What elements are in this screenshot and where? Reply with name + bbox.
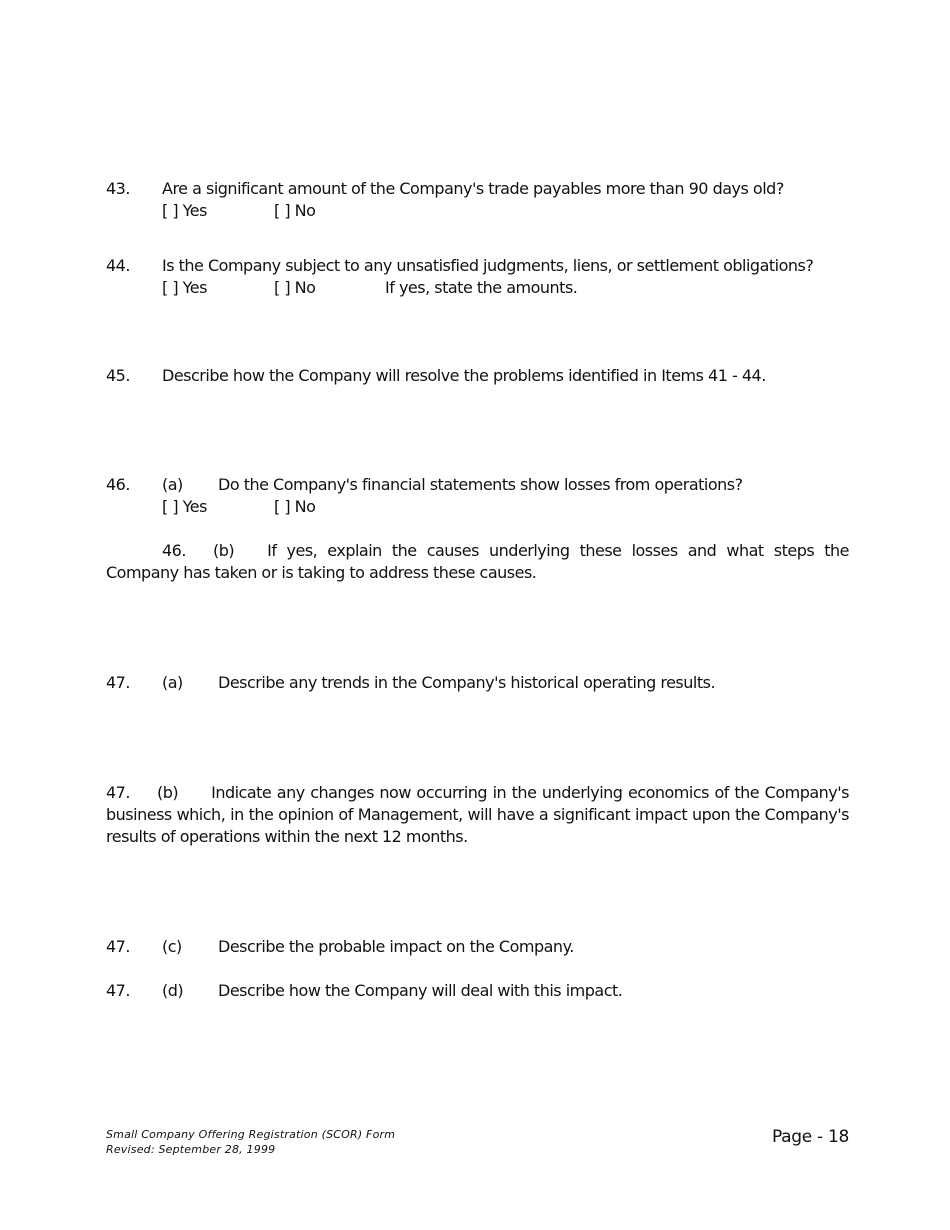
item-number: 45. [106, 366, 130, 385]
item-question: Describe how the Company will resolve the problems identified in Items 41 - 44. [162, 366, 766, 385]
yes-checkbox[interactable]: [ ] Yes [162, 497, 207, 516]
item-number: 46. [106, 475, 130, 494]
item-question: If yes, explain the causes underlying these losses and what steps the Company has taken or is taking to address these causes. [106, 541, 849, 582]
item-question: Are a significant amount of the Company's trade payables more than 90 days old? [162, 179, 784, 198]
item-number: 47. [106, 937, 130, 956]
yes-checkbox[interactable]: [ ] Yes [162, 201, 207, 220]
footer-form-title: Small Company Offering Registration (SCOR) Form [106, 1128, 396, 1141]
yes-checkbox[interactable]: [ ] Yes [162, 278, 207, 297]
page-number: Page - 18 [771, 1127, 849, 1147]
item-47b [106, 782, 849, 848]
item-question: Describe any trends in the Company's historical operating results. [218, 673, 716, 692]
footer-form-info [106, 1127, 395, 1157]
item-sub-label: (a) [162, 673, 183, 692]
item-sub-label: (b) [156, 783, 179, 802]
item-question: Indicate any changes now occurring in the underlying economics of the Company's business which, in the opinion of Management, will have a significant impact upon the Company's results of operations within the next 12 months. [106, 783, 849, 846]
item-sub-label: (d) [162, 981, 184, 1000]
item-number: 43. [106, 179, 130, 198]
no-checkbox[interactable]: [ ] No [274, 201, 316, 220]
if-yes-note: If yes, state the amounts. [385, 278, 578, 297]
item-question: Is the Company subject to any unsatisfied judgments, liens, or settlement obligations? [162, 256, 814, 275]
item-number: 47. [106, 783, 130, 802]
item-question: Describe how the Company will deal with this impact. [218, 981, 623, 1000]
footer-revised-date: Revised: September 28, 1999 [106, 1143, 276, 1156]
item-46b [106, 540, 849, 584]
item-number: 44. [106, 256, 130, 275]
no-checkbox[interactable]: [ ] No [274, 278, 316, 297]
item-sub-label: (b) [212, 541, 235, 560]
item-question: Do the Company's financial statements show losses from operations? [218, 475, 743, 494]
item-sub-label: (a) [162, 475, 183, 494]
item-question: Describe the probable impact on the Company. [218, 937, 574, 956]
item-number: 47. [106, 673, 130, 692]
no-checkbox[interactable]: [ ] No [274, 497, 316, 516]
item-number: 46. [162, 541, 186, 560]
item-number: 47. [106, 981, 130, 1000]
item-sub-label: (c) [162, 937, 182, 956]
